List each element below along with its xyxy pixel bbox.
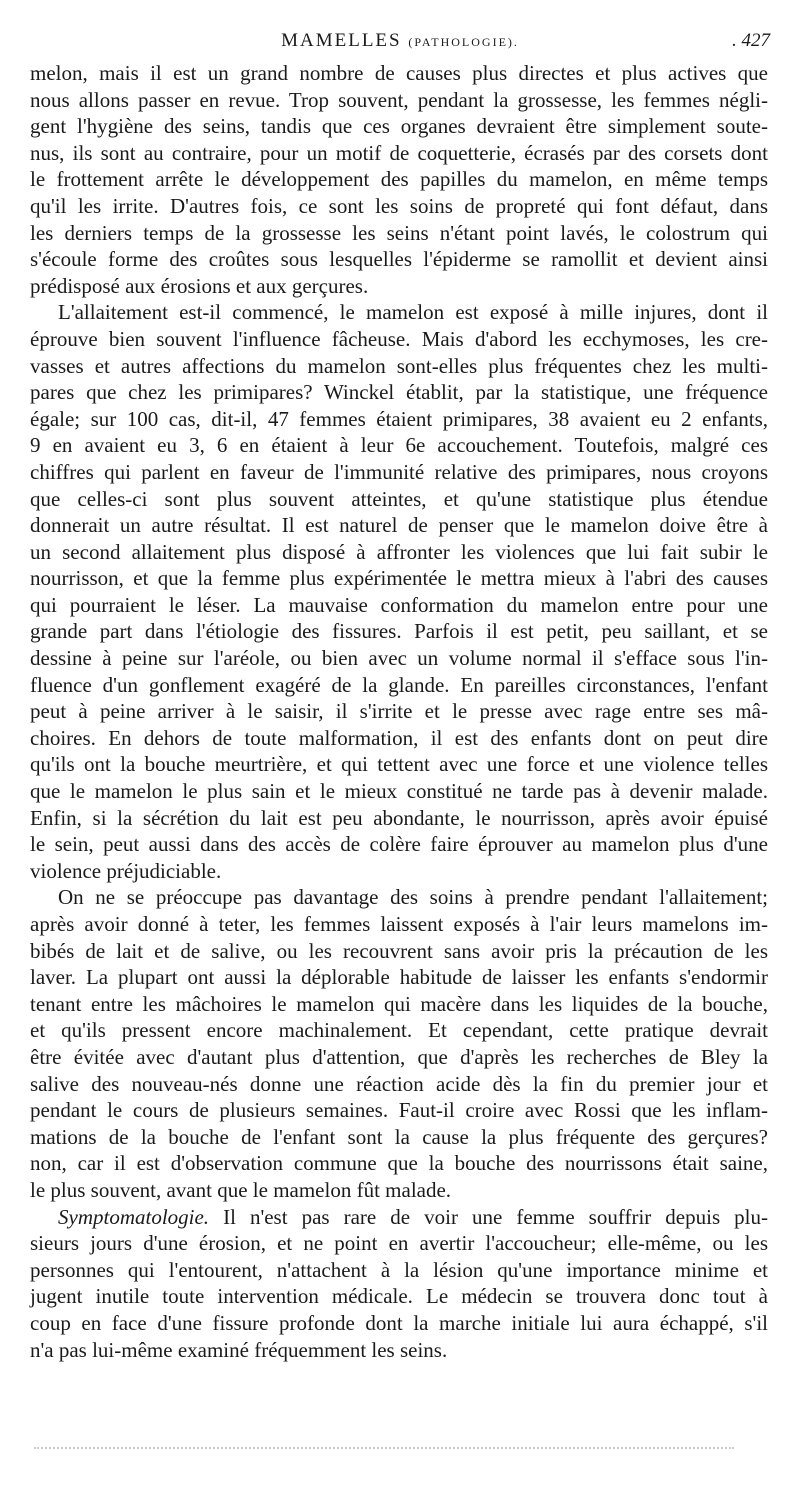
text-line: Enfin, si la sécrétion du lait est peu abondante, le nourrisson, après avoir épuisé: [30, 805, 768, 830]
section-heading: Symptomatologie.: [58, 1204, 210, 1229]
text-line: gent l'hygiène des seins, tandis que ces organes devraient être simplement soute-: [30, 114, 768, 139]
text-line: coup en face d'une fissure profonde dont la marche initiale lui aura échappé, s'il: [30, 1310, 768, 1335]
text-line: tenant entre les mâchoires le mamelon qui macère dans les liquides de la bouche,: [30, 991, 768, 1016]
text-line: grande part dans l'étiologie des fissures. Parfois il est petit, peu saillant, et se: [30, 619, 768, 644]
text-line: prédisposé aux érosions et aux gerçures.: [30, 273, 369, 298]
text-line: après avoir donné à teter, les femmes laissent exposés à l'air leurs mamelons im-: [30, 912, 768, 936]
text-line: nous allons passer en revue. Trop souvent, pendant la grossesse, les femmes négli-: [30, 87, 768, 112]
text-line: le sein, peut aussi dans des accès de colère faire éprouver au mamelon plus d'une: [30, 832, 768, 857]
text-line: violence préjudiciable.: [30, 858, 222, 883]
text-line: chiffres qui parlent en faveur de l'immunité relative des primipares, nous croyons: [30, 459, 768, 484]
page-number: . 427: [732, 30, 770, 51]
text-line: peut à peine arriver à le saisir, il s'irrite et le presse avec rage entre ses mâ-: [30, 699, 768, 724]
running-header: [30, 30, 770, 54]
text-line: mations de la bouche de l'enfant sont la cause la plus fréquente des gerçures?: [30, 1124, 768, 1149]
text-line: les derniers temps de la grossesse les seins n'étant point lavés, le colostrum qui: [30, 220, 768, 245]
text-line: On ne se préoccupe pas davantage des soins à prendre pendant l'allaitement;: [58, 885, 768, 910]
text-line: fluence d'un gonflement exagéré de la glande. En pareilles circonstances, l'enfant: [30, 672, 768, 697]
text-line: et qu'ils pressent encore machinalement. Et cependant, cette pratique devrait: [30, 1018, 768, 1043]
text-line: un second allaitement plus disposé à affronter les violences que lui fait subir le: [30, 539, 768, 564]
text-line: égale; sur 100 cas, dit-il, 47 femmes étaient primipares, 38 avaient eu 2 enfants,: [30, 406, 768, 431]
text-line: sieurs jours d'une érosion, et ne point en avertir l'accoucheur; elle-même, ou les: [30, 1231, 768, 1256]
text-line: laver. La plupart ont aussi la déplorable habitude de laisser les enfants s'endormir: [30, 965, 768, 990]
text-line: que le mamelon le plus sain et le mieux constitué ne tarde pas à devenir malade.: [30, 779, 768, 804]
text-line: [30, 1204, 768, 1231]
text-line: pendant le cours de plusieurs semaines. Faut-il croire avec Rossi que les inflam-: [30, 1098, 768, 1123]
text-line: pares que chez les primipares? Winckel établit, par la statistique, une fréquence: [30, 380, 768, 405]
text-line: n'a pas lui-même examiné fréquemment les seins.: [30, 1337, 448, 1362]
text-line: éprouve bien souvent l'influence fâcheuse. Mais d'abord les ecchymoses, les cre-: [30, 326, 768, 351]
text-line: nus, ils sont au contraire, pour un motif de coquetterie, écrasés par des corsets dont: [30, 140, 768, 165]
text-line: non, car il est d'observation commune que la bouche des nourrissons était saine,: [30, 1151, 768, 1176]
text-line: jugent inutile toute intervention médicale. Le médecin se trouvera donc tout à: [30, 1284, 768, 1309]
text-line: bibés de lait et de salive, ou les recouvrent sans avoir pris la précaution de les: [30, 938, 768, 963]
text-line: être évitée avec d'autant plus d'attention, que d'après les recherches de Bley la: [30, 1044, 768, 1069]
text-line: salive des nouveau-nés donne une réaction acide dès la fin du premier jour et: [30, 1071, 768, 1096]
chapter-subtitle: (PATHOLOGIE).: [408, 35, 519, 49]
chapter-title: MAMELLES: [281, 30, 402, 51]
text-line: qu'ils ont la bouche meurtrière, et qui tettent avec une force et une violence telles: [30, 752, 768, 777]
text-line: nourrisson, et que la femme plus expérimentée le mettra mieux à l'abri des causes: [30, 566, 768, 591]
text-line: dessine à peine sur l'aréole, ou bien avec un volume normal il s'efface sous l'in-: [30, 646, 768, 671]
text-line: qu'il les irrite. D'autres fois, ce sont les soins de propreté qui font défaut, dans: [30, 193, 768, 218]
text-run: Il n'est pas rare de voir une femme souffrir depuis plu-: [209, 1204, 768, 1229]
text-line: le frottement arrête le développement des papilles du mamelon, en même temps: [30, 167, 768, 192]
text-line: L'allaitement est-il commencé, le mamelon est exposé à mille injures, dont il: [58, 300, 768, 325]
text-line: que celles-ci sont plus souvent atteintes, et qu'une statistique plus étendue: [30, 486, 768, 511]
text-line: le plus souvent, avant que le mamelon fût malade.: [30, 1177, 452, 1202]
text-line: s'écoule forme des croûtes sous lesquelles l'épiderme se ramollit et devient ainsi: [30, 247, 768, 272]
page-noise-divider: [34, 1447, 734, 1453]
text-line: donnerait un autre résultat. Il est naturel de penser que le mamelon doive être à: [30, 513, 768, 538]
text-line: personnes qui l'entourent, n'attachent à la lésion qu'une importance minime et: [30, 1257, 768, 1282]
text-line: vasses et autres affections du mamelon sont-elles plus fréquentes chez les multi-: [30, 353, 768, 378]
text-line: qui pourraient le léser. La mauvaise conformation du mamelon entre pour une: [30, 592, 768, 617]
text-line: choires. En dehors de toute malformation, il est des enfants dont on peut dire: [30, 725, 768, 750]
text-line: melon, mais il est un grand nombre de causes plus directes et plus actives que: [30, 61, 768, 85]
body-text: [30, 60, 768, 1363]
text-line: 9 en avaient eu 3, 6 en étaient à leur 6e accouchement. Toutefois, malgré ces: [30, 433, 768, 458]
running-title: [30, 30, 770, 52]
